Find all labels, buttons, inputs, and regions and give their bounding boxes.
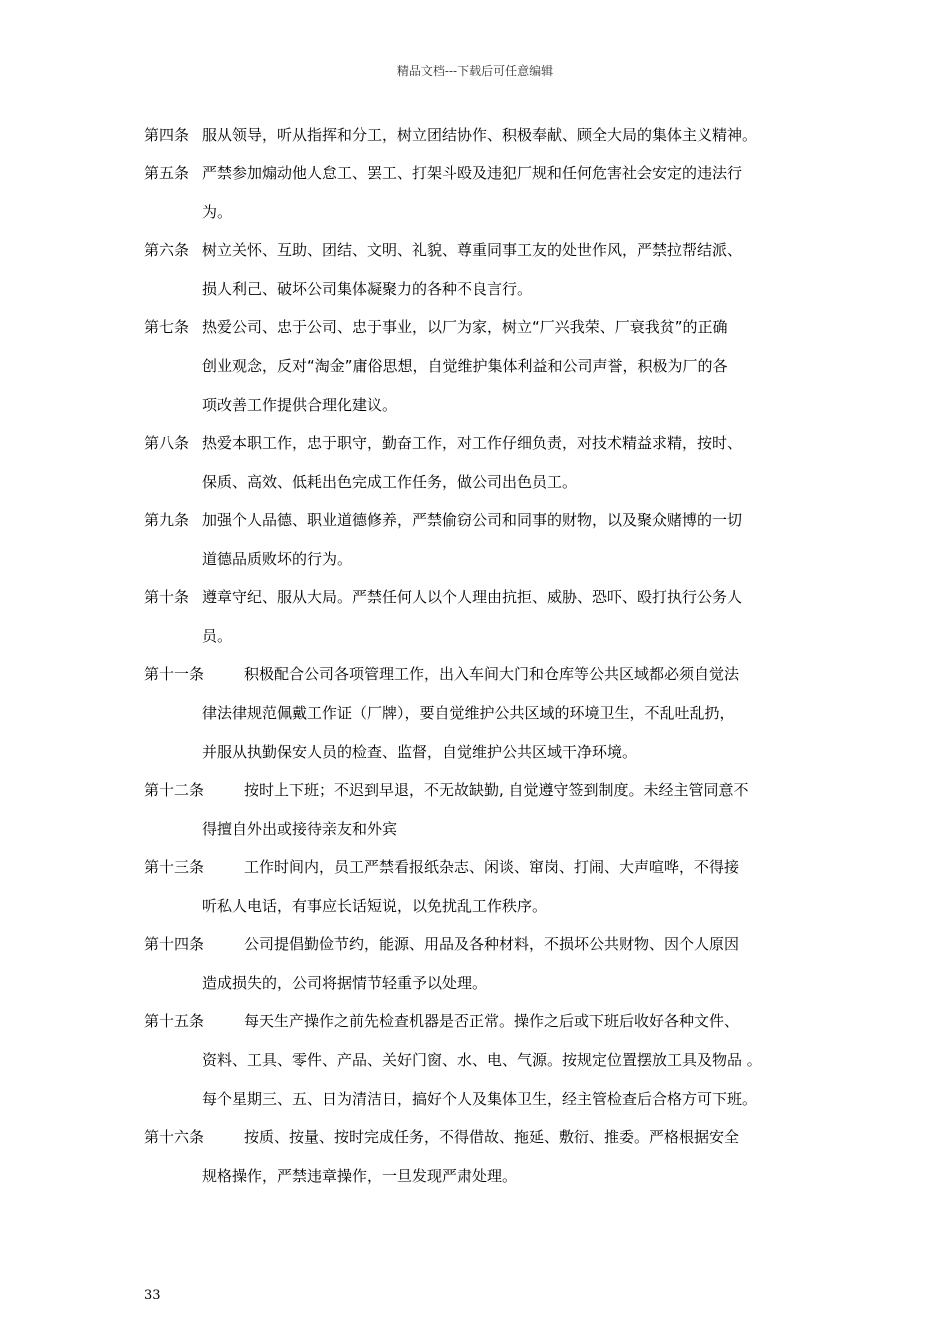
article-line: 热爱本职工作，忠于职守，勤奋工作，对工作仔细负责，对技术精益求精，按时、 [202, 434, 743, 452]
article-text [202, 430, 824, 496]
article-label: 第九条 [144, 511, 190, 529]
article-label: 第五条 [144, 164, 190, 182]
article [144, 584, 824, 650]
article-label: 第七条 [144, 318, 190, 336]
article-label: 第六条 [144, 241, 190, 259]
article-line: 按质、按量、按时完成任务，不得借故、拖延、敷衍、推委。严格根据安全 [244, 1128, 740, 1146]
article-text [202, 661, 824, 766]
article [144, 122, 824, 149]
article-line: 听私人电话，有事应长话短说，以免扰乱工作秩序。 [202, 897, 548, 915]
article [144, 237, 824, 303]
article-line: 公司提倡勤俭节约，能源、用品及各种材料，不损坏公共财物、因个人原因 [244, 935, 740, 953]
article-label: 第八条 [144, 434, 190, 452]
article-line: 创业观念，反对“淘金”庸俗思想，自觉维护集体利益和公司声誉，积极为厂的各 [202, 357, 728, 375]
article [144, 1124, 824, 1190]
article-label: 第十三条 [144, 858, 205, 876]
article [144, 931, 824, 997]
article-line: 资料、工具、零件、产品、关好门窗、水、电、气源。按规定位置摆放工具及物品 。 [202, 1051, 762, 1069]
article-line: 遵章守纪、服从大局。严禁任何人以个人理由抗拒、威胁、恐吓、殴打执行公务人 [202, 588, 743, 606]
article-line: 造成损失的，公司将据情节轻重予以处理。 [202, 974, 488, 992]
article-label: 第十二条 [144, 781, 205, 799]
page-number: 33 [144, 1288, 161, 1303]
article-line: 规格操作，严禁违章操作，一旦发现严肃处理。 [202, 1167, 518, 1185]
article [144, 1008, 824, 1113]
article-line: 得擅自外出或接待亲友和外宾 [202, 820, 398, 838]
article-line: 员。 [202, 627, 233, 645]
article-text [202, 314, 824, 419]
article-line: 加强个人品德、职业道德修养，严禁偷窃公司和同事的财物，以及聚众赌博的一切 [202, 511, 743, 529]
article-text [202, 507, 824, 573]
article-line: 按时上下班；不迟到早退，不无故缺勤, 自觉遵守签到制度。未经主管同意不 [244, 781, 749, 799]
article-line: 律法律规范佩戴工作证（厂牌），要自觉维护公共区域的环境卫生，不乱吐乱扔， [202, 704, 735, 722]
article-text [202, 122, 824, 149]
article-text [202, 1124, 824, 1190]
article-line: 积极配合公司各项管理工作，出入车间大门和仓库等公共区域都必须自觉法 [244, 665, 740, 683]
article-text [202, 931, 824, 997]
article-line: 保质、高效、低耗出色完成工作任务，做公司出色员工。 [202, 473, 578, 491]
article-text [202, 854, 824, 920]
article-text [202, 584, 824, 650]
article [144, 854, 824, 920]
article-text [202, 777, 824, 843]
article [144, 777, 824, 843]
article-text [202, 237, 824, 303]
article [144, 507, 824, 573]
article-label: 第十条 [144, 588, 190, 606]
article-label: 第十四条 [144, 935, 205, 953]
article-line: 服从领导，听从指挥和分工，树立团结协作、积极奉献、顾全大局的集体主义精神。 [202, 126, 758, 144]
article [144, 661, 824, 766]
article [144, 160, 824, 226]
article-label: 第十一条 [144, 665, 205, 683]
page-header: 精品文档---下载后可任意编辑 [396, 64, 554, 78]
article-line: 并服从执勤保安人员的检查、监督，自觉维护公共区域干净环境。 [202, 743, 638, 761]
article-line: 每个星期三、五、日为清洁日，搞好个人及集体卫生，经主管检查后合格方可下班。 [202, 1090, 758, 1108]
article-line: 道德品质败坏的行为。 [202, 550, 353, 568]
article-label: 第四条 [144, 126, 190, 144]
article-line: 为。 [202, 203, 233, 221]
article-line: 损人利己、破坏公司集体凝聚力的各种不良言行。 [202, 280, 533, 298]
document-body [144, 122, 824, 1201]
article [144, 430, 824, 496]
article-label: 第十六条 [144, 1128, 205, 1146]
article-line: 项改善工作提供合理化建议。 [202, 396, 398, 414]
article-line: 热爱公司、忠于公司、忠于事业，以厂为家，树立“厂兴我荣、厂衰我贫”的正确 [202, 318, 728, 336]
article-label: 第十五条 [144, 1012, 205, 1030]
article-line: 严禁参加煽动他人怠工、罢工、打架斗殴及违犯厂规和任何危害社会安定的违法行 [202, 164, 743, 182]
article-line: 每天生产操作之前先检查机器是否正常。操作之后或下班后收好各种文件、 [244, 1012, 740, 1030]
article [144, 314, 824, 419]
article-text [202, 1008, 824, 1113]
article-line: 工作时间内，员工严禁看报纸杂志、闲谈、窜岗、打闹、大声喧哗，不得接 [244, 858, 740, 876]
article-line: 树立关怀、互助、团结、文明、礼貌、尊重同事工友的处世作风，严禁拉帮结派、 [202, 241, 743, 259]
article-text [202, 160, 824, 226]
